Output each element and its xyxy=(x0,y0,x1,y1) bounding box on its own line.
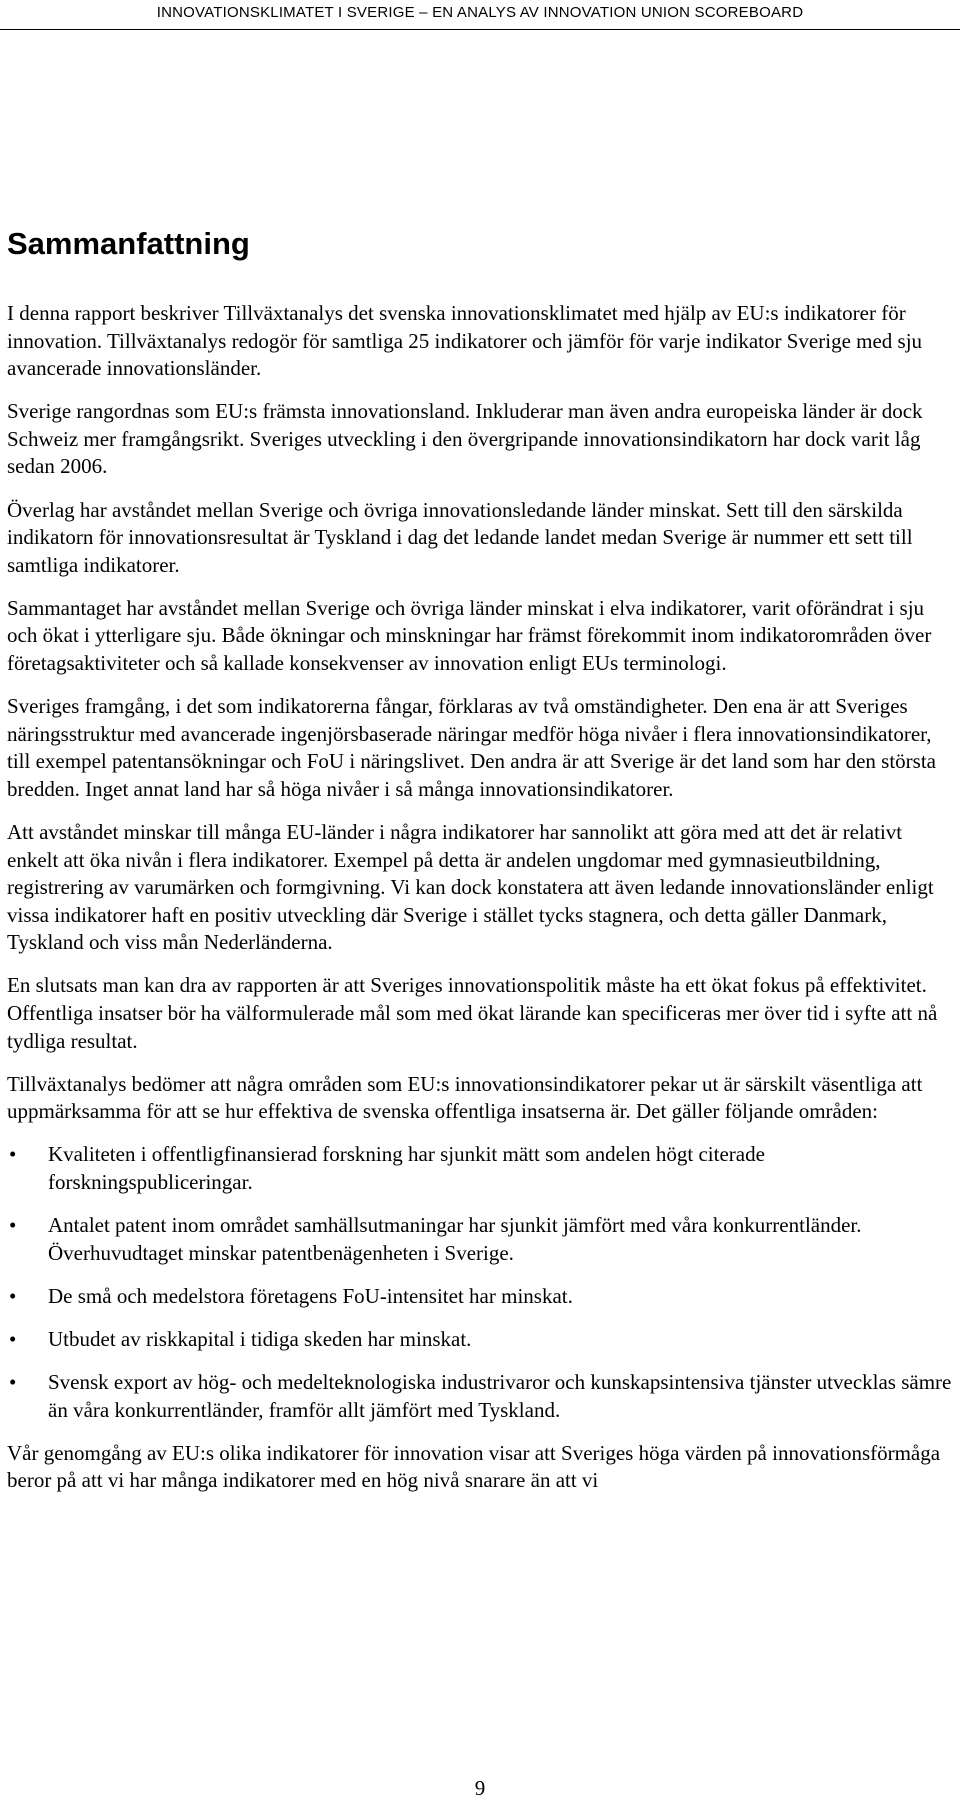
section-title: Sammanfattning xyxy=(7,226,250,261)
list-item xyxy=(7,1212,953,1267)
focus-area-list xyxy=(7,1141,953,1424)
body-content xyxy=(7,300,953,1510)
paragraph-ranking: Sverige rangordnas som EU:s främsta innovationsland. Inkluderar man även andra europeiska länder är dock Schweiz mer framgångsrikt. Sveriges utveckling i den övergripande innovationsindikatorn har dock varit låg sedan 2006. xyxy=(7,399,923,479)
list-item xyxy=(7,1369,953,1424)
list-item-text: Utbudet av riskkapital i tidiga skeden har minskat. xyxy=(48,1326,472,1351)
paragraph-eu-distance: Att avståndet minskar till många EU-länder i några indikatorer har sannolikt att göra med att det är relativt enkelt att öka nivån i flera indikatorer. Exempel på detta är andelen ungdomar med gymnasieutbildning, registrering av varumärken och formgivning. Vi kan dock konstatera att även ledande innovationsländer enligt vissa indikatorer haft en positiv utveckling där Sverige i stället tycks stagnera, och detta gäller Danmark, Tyskland och viss mån Nederländerna. xyxy=(7,820,934,955)
page-number: 9 xyxy=(474,1776,486,1800)
list-item-text: De små och medelstora företagens FoU-intensitet har minskat. xyxy=(48,1283,573,1308)
paragraph-indicator-changes: Sammantaget har avståndet mellan Sverige och övriga länder minskat i elva indikatorer, varit oförändrat i sju och ökat i ytterligare sju. Både ökningar och minskningar har främst förekommit inom indikatorområden över företagsaktiviteter och så kallade konsekvenser av innovation enligt EUs terminologi. xyxy=(7,595,932,676)
bullet-icon: • xyxy=(9,1326,17,1351)
list-item-text: Antalet patent inom området samhällsutmaningar har sjunkit jämfört med våra konkurrentländer. Överhuvudtaget minskar patentbenägenheten i Sverige. xyxy=(48,1213,862,1265)
list-item-text: Kvaliteten i offentligfinansierad forskning har sjunkit mätt som andelen högt citerade forskningspubliceringar. xyxy=(48,1142,765,1195)
paragraph-conclusion: En slutsats man kan dra av rapporten är att Sveriges innovationspolitik måste ha ett ökat fokus på effektivitet. Offentliga insatser bör ha välformulerade mål som med ökat lärande kan specificeras mer över tid i syfte att nå tydliga resultat. xyxy=(7,973,938,1053)
list-item xyxy=(7,1141,953,1196)
paragraph-distance: Överlag har avståndet mellan Sverige och övriga innovationsledande länder minskat. Sett till den särskilda indikatorn för innovationsresultat är Tyskland i dag det ledande landet medan Sverige är nummer ett sett till samtliga indikatorer. xyxy=(7,497,913,577)
bullet-icon: • xyxy=(9,1370,17,1394)
bullet-icon: • xyxy=(9,1213,17,1238)
running-header xyxy=(0,0,960,30)
bullet-icon: • xyxy=(9,1283,17,1308)
paragraph-focus-areas: Tillväxtanalys bedömer att några områden som EU:s innovationsindikatorer pekar ut är särskilt väsentliga att uppmärksamma för att se hur effektiva de svenska offentliga insatserna är. Det gäller följande områden: xyxy=(7,1071,923,1124)
running-header-title: INNOVATIONSKLIMATET I SVERIGE – EN ANALYS AV INNOVATION UNION SCOREBOARD xyxy=(156,4,804,21)
paragraph-success-factors: Sveriges framgång, i det som indikatorerna fångar, förklaras av två omständigheter. Den ena är att Sveriges näringsstruktur med avancerade ingenjörsbaserade näringar medför höga nivåer i flera innovationsindikatorer, till exempel patentansökningar och FoU i näringslivet. Den andra är att Sverige är det land som har den största bredden. Inget annat land har så höga nivåer i så många innovationsindikatorer. xyxy=(7,694,936,801)
list-item-text: Svensk export av hög- och medelteknologiska industrivaror och kunskapsintensiva tjänster utvecklas sämre än våra konkurrentländer, framför allt jämfört med Tyskland. xyxy=(48,1370,952,1422)
paragraph-intro: I denna rapport beskriver Tillväxtanalys det svenska innovationsklimatet med hjälp av EU:s indikatorer för innovation. Tillväxtanalys redogör för samtliga 25 indikatorer och jämför för varje indikator Sverige med sju avancerade innovationsländer. xyxy=(7,301,923,381)
list-item xyxy=(7,1283,953,1311)
list-item xyxy=(7,1326,953,1354)
paragraph-closing: Vår genomgång av EU:s olika indikatorer för innovation visar att Sveriges höga värden på innovationsförmåga beror på att vi har många indikatorer med en hög nivå snarare än att vi xyxy=(7,1440,941,1493)
bullet-icon: • xyxy=(9,1142,17,1167)
